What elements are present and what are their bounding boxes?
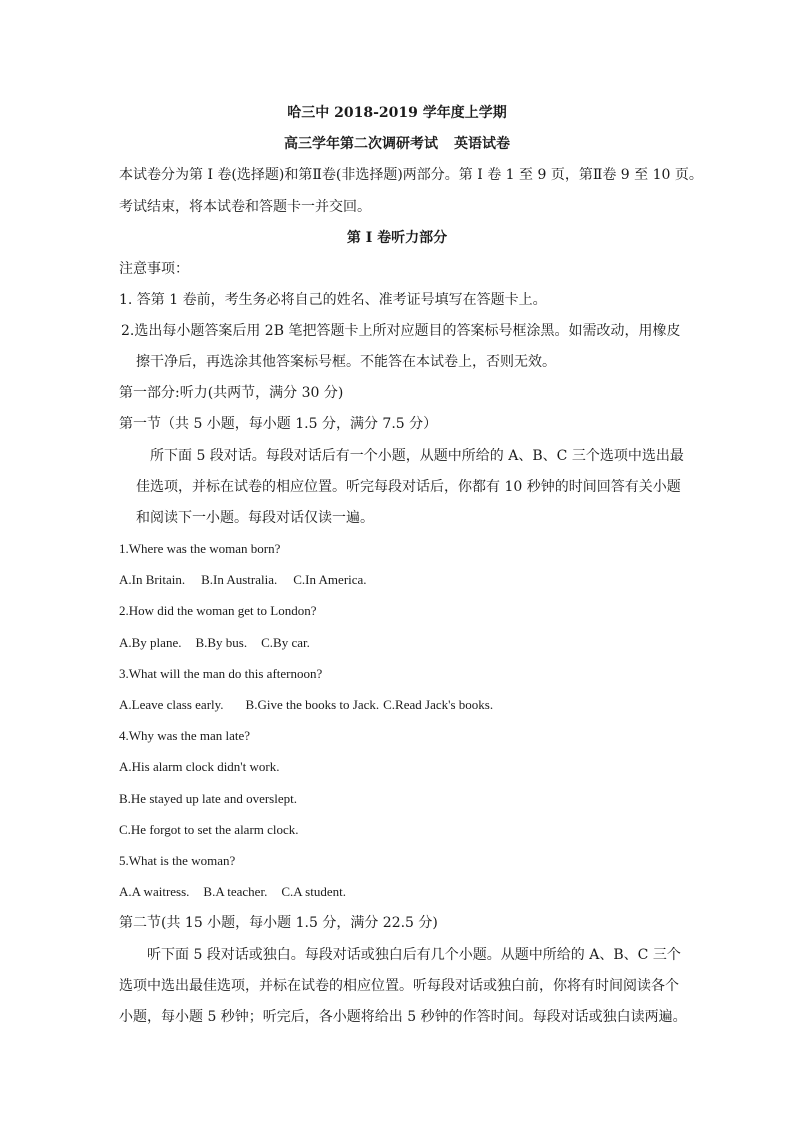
option-b: B.By bus. bbox=[195, 635, 248, 650]
notes-item-2-line-1: 2.选出每小题答案后用 2B 笔把答题卡上所对应题目的答案标号框涂黑。如需改动，用橡皮 bbox=[121, 323, 681, 339]
option-b: B.In Australia. bbox=[201, 572, 278, 587]
section-title: 第 I 卷听力部分 bbox=[346, 230, 448, 246]
section1-instruction-line-2: 佳选项，并标在试卷的相应位置。听完每段对话后，你都有 10 秒钟的时间回答有关小题 bbox=[136, 479, 681, 495]
section2-instruction-line-2: 选项中选出最佳选项，并标在试卷的相应位置。听每段对话或独白前，你将有时间阅读各个 bbox=[119, 978, 679, 994]
option-a: A.A waitress. bbox=[119, 884, 190, 899]
notes-item-2-line-2: 擦干净后，再选涂其他答案标号框。不能答在本试卷上，否则无效。 bbox=[136, 354, 556, 370]
question-5: 5.What is the woman? bbox=[119, 853, 236, 868]
notes-label: 注意事项： bbox=[119, 261, 189, 277]
notes-item-1: 1. 答第 1 卷前，考生务必将自己的姓名、准考证号填写在答题卡上。 bbox=[119, 292, 547, 308]
option-c: C.Read Jack's books. bbox=[383, 697, 494, 712]
intro-line-2: 考试结束，将本试卷和答题卡一并交回。 bbox=[119, 199, 371, 215]
section2-title: 第二节(共 15 小题，每小题 1.5 分，满分 22.5 分) bbox=[119, 915, 438, 931]
question-4: 4.Why was the man late? bbox=[119, 728, 251, 743]
option-b: B.Give the books to Jack. bbox=[245, 697, 380, 712]
part1-title: 第一部分:听力(共两节，满分 30 分) bbox=[119, 385, 344, 401]
question-5-options bbox=[119, 882, 346, 902]
option-c: C.By car. bbox=[261, 635, 310, 650]
section1-instruction-line-1: 所下面 5 段对话。每段对话后有一个小题，从题中所给的 A、B、C 三个选项中选出最 bbox=[150, 448, 684, 464]
question-4-option-a: A.His alarm clock didn't work. bbox=[119, 759, 280, 774]
exam-title: 哈三中 2018-2019 学年度上学期 bbox=[287, 105, 507, 121]
option-c: C.A student. bbox=[281, 884, 346, 899]
exam-name: 高三学年第二次调研考试 bbox=[284, 136, 438, 152]
option-c: C.In America. bbox=[293, 572, 367, 587]
question-1-options bbox=[119, 570, 367, 590]
intro-line-1: 本试卷分为第 I 卷(选择题)和第Ⅱ卷(非选择题)两部分。第 I 卷 1 至 9 页，第Ⅱ卷 9 至 10 页。 bbox=[119, 167, 703, 183]
question-3: 3.What will the man do this afternoon? bbox=[119, 666, 323, 681]
question-3-options bbox=[119, 695, 493, 715]
section1-instruction-line-3: 和阅读下一小题。每段对话仅读一遍。 bbox=[136, 510, 374, 526]
question-2: 2.How did the woman get to London? bbox=[119, 603, 317, 618]
section2-instruction-line-3: 小题，每小题 5 秒钟；听完后，各小题将给出 5 秒钟的作答时间。每段对话或独白读两遍。 bbox=[119, 1009, 687, 1025]
option-a: A.In Britain. bbox=[119, 572, 186, 587]
option-b: B.A teacher. bbox=[203, 884, 268, 899]
question-1: 1.Where was the woman born? bbox=[119, 541, 281, 556]
option-a: A.By plane. bbox=[119, 635, 182, 650]
question-4-option-b: B.He stayed up late and overslept. bbox=[119, 791, 297, 806]
question-2-options bbox=[119, 633, 310, 653]
option-a: A.Leave class early. bbox=[119, 697, 224, 712]
section2-instruction-line-1: 听下面 5 段对话或独白。每段对话或独白后有几个小题。从题中所给的 A、B、C 三个 bbox=[147, 947, 681, 963]
section1-title: 第一节（共 5 小题，每小题 1.5 分，满分 7.5 分） bbox=[119, 416, 438, 432]
exam-subtitle bbox=[0, 134, 794, 154]
exam-subject: 英语试卷 bbox=[454, 136, 510, 152]
question-4-option-c: C.He forgot to set the alarm clock. bbox=[119, 822, 299, 837]
